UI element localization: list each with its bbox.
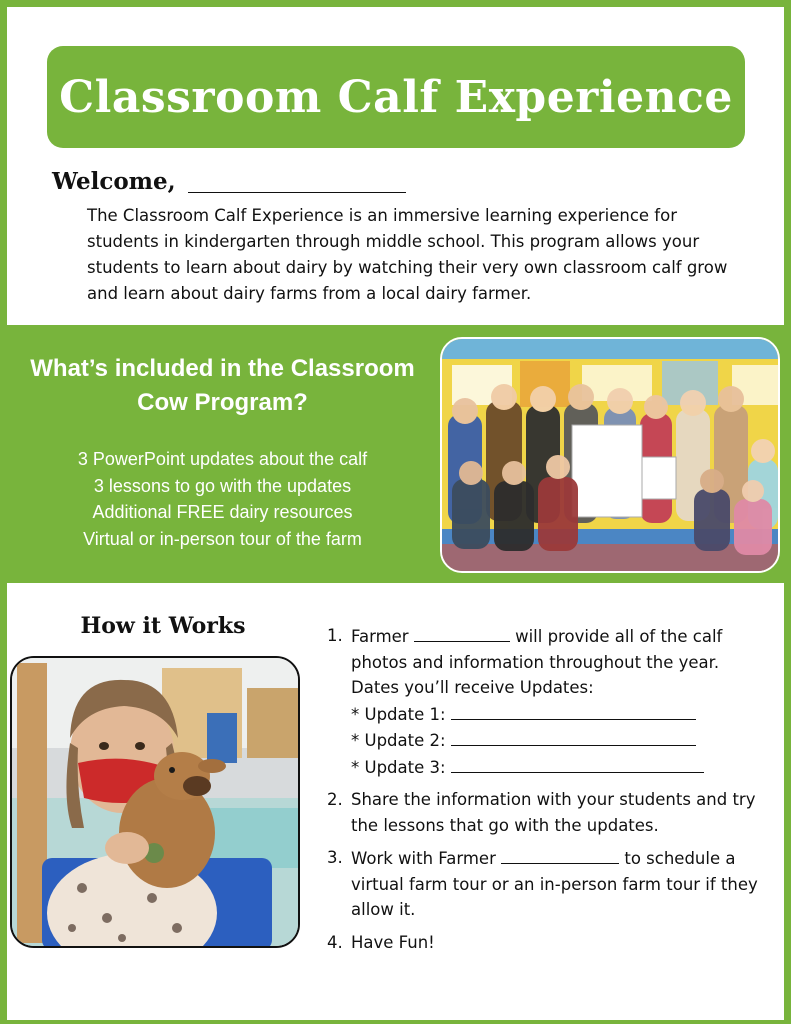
step-1-text-end: will provide all of the calf photos and information throughout the year. <box>351 627 723 672</box>
how-it-works-heading: How it Works <box>80 613 246 639</box>
title-banner <box>47 46 745 148</box>
included-item: 3 PowerPoint updates about the calf <box>77 449 368 469</box>
farmer-name-blank-2 <box>501 845 619 864</box>
update-1-label: * Update 1: <box>351 704 446 724</box>
step-1-text-start: Farmer <box>351 627 409 646</box>
step-3-text-start: Work with Farmer <box>351 849 496 868</box>
step-3 <box>327 845 767 923</box>
step-number: 2. <box>327 790 343 809</box>
student-with-calf-photo <box>10 656 300 948</box>
step-number: 4. <box>327 932 343 952</box>
included-item: Additional FREE dairy resources <box>92 502 353 522</box>
update-2-label: * Update 2: <box>351 731 446 750</box>
step-2 <box>327 787 767 838</box>
update-1-row <box>351 701 767 728</box>
welcome-name-blank <box>188 192 406 193</box>
step-4 <box>327 930 767 956</box>
update-3-row <box>351 754 767 781</box>
farmer-name-blank <box>414 623 510 642</box>
included-item: 3 lessons to go with the updates <box>93 475 352 496</box>
update-3-label: * Update 3: <box>351 757 446 777</box>
update-1-blank <box>451 701 696 720</box>
included-item: Virtual or in-person tour of the farm <box>83 528 362 549</box>
step-number: 3. <box>327 848 343 867</box>
intro-paragraph: The Classroom Calf Experience is an immersive learning experience for students in kindergarten through middle school. This program allows your students to learn about dairy by watching their very own classroom calf grow and learn about dairy farms from a local dairy farmer. <box>87 206 728 303</box>
dates-label: Dates you’ll receive Updates: <box>351 678 594 697</box>
update-2-row <box>351 727 767 754</box>
update-3-blank <box>451 754 704 773</box>
how-it-works-steps <box>327 623 767 962</box>
step-2-text: Share the information with your students and try the lessons that go with the updates. <box>351 790 756 835</box>
step-1 <box>327 623 767 780</box>
included-list <box>30 446 415 552</box>
update-2-blank <box>451 727 696 746</box>
step-number: 1. <box>327 626 343 645</box>
step-4-text: Have Fun! <box>351 932 435 952</box>
welcome-label: Welcome, <box>52 168 176 195</box>
step-3-text-end: to schedule a virtual farm tour or an in-person farm tour if they allow it. <box>351 849 758 919</box>
page-title: Classroom Calf Experience <box>59 71 733 123</box>
student-photo-illustration <box>12 658 300 948</box>
included-heading: What’s included in the Classroom Cow Program? <box>30 355 415 416</box>
classroom-photo-illustration <box>442 339 780 573</box>
classroom-group-photo <box>440 337 780 573</box>
